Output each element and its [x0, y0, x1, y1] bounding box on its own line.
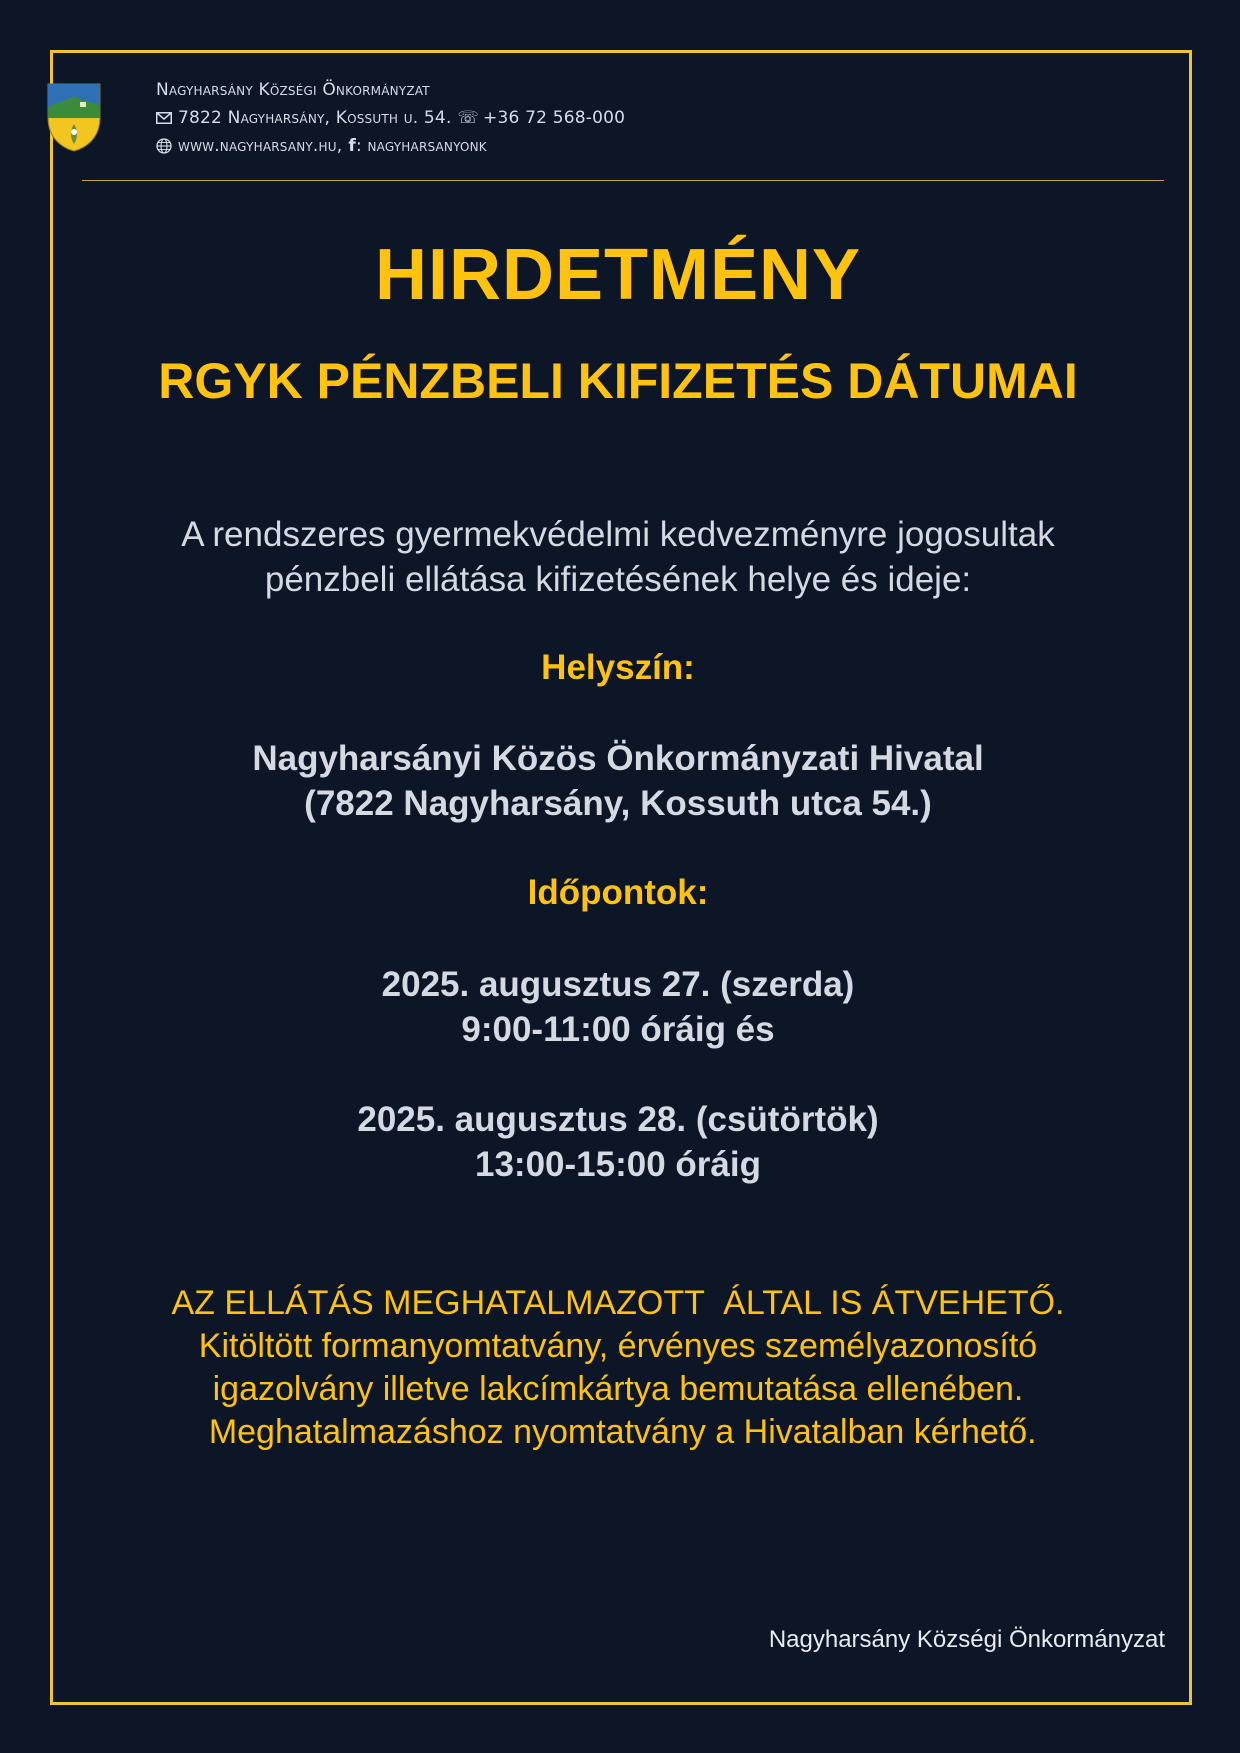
notice-line-4: Meghatalmazáshoz nyomtatvány a Hivatalban kérhető. [199, 1413, 1037, 1451]
page-title: HIRDETMÉNY [374, 235, 861, 315]
web-line [156, 132, 625, 160]
appointment-2 [53, 1097, 1183, 1187]
date-2: 2025. augusztus 28. (csütörtök) [357, 1100, 879, 1139]
notice-line-2: Kitöltött formanyomtatvány, érvényes személyazonosító [198, 1327, 1038, 1365]
address-line [156, 104, 625, 132]
org-name: Nagyharsány Községi Önkormányzat [156, 80, 430, 100]
date-1: 2025. augusztus 27. (szerda) [381, 965, 855, 1004]
notice-line-1: AZ ELLÁTÁS MEGHATALMAZOTT ÁLTAL IS ÁTVEHETŐ. [171, 1284, 1065, 1322]
facebook-icon: f [348, 136, 356, 156]
page-subtitle: RGYK PÉNZBELI KIFIZETÉS DÁTUMAI [158, 353, 1078, 409]
time-1: 9:00-11:00 óráig és [461, 1010, 775, 1049]
intro-line-1: A rendszeres gyermekvédelmi kedvezményre jogosultak [181, 515, 1055, 554]
header-contact-block [156, 76, 625, 160]
proxy-notice [53, 1282, 1183, 1454]
location-label: Helyszín: [541, 648, 695, 687]
phone-icon: ☏ [457, 108, 480, 128]
notice-line-3: igazolvány illetve lakcímkártya bemutatása ellenében. [212, 1370, 1024, 1408]
appointment-1 [53, 962, 1183, 1052]
crest-logo [46, 82, 102, 152]
facebook-handle[interactable]: : nagyharsanyonk [355, 136, 487, 156]
globe-icon [156, 138, 172, 154]
org-phone: +36 72 568-000 [483, 108, 626, 128]
mail-icon [156, 112, 172, 124]
location-name: Nagyharsányi Közös Önkormányzati Hivatal [252, 739, 984, 778]
org-name-line [156, 76, 625, 104]
header-divider [82, 180, 1164, 181]
location-address: (7822 Nagyharsány, Kossuth utca 54.) [304, 784, 932, 823]
website-link[interactable]: www.nagyharsany.hu, [178, 136, 343, 156]
time-2: 13:00-15:00 óráig [475, 1145, 761, 1184]
intro-line-2: pénzbeli ellátása kifizetésének helye és ideje: [264, 560, 972, 599]
location-details [53, 736, 1183, 826]
intro-text [53, 512, 1183, 602]
times-label: Időpontok: [527, 873, 709, 912]
org-address: 7822 Nagyharsány, Kossuth u. 54. [178, 108, 452, 128]
footer-signature: Nagyharsány Községi Önkormányzat [768, 1626, 1165, 1653]
